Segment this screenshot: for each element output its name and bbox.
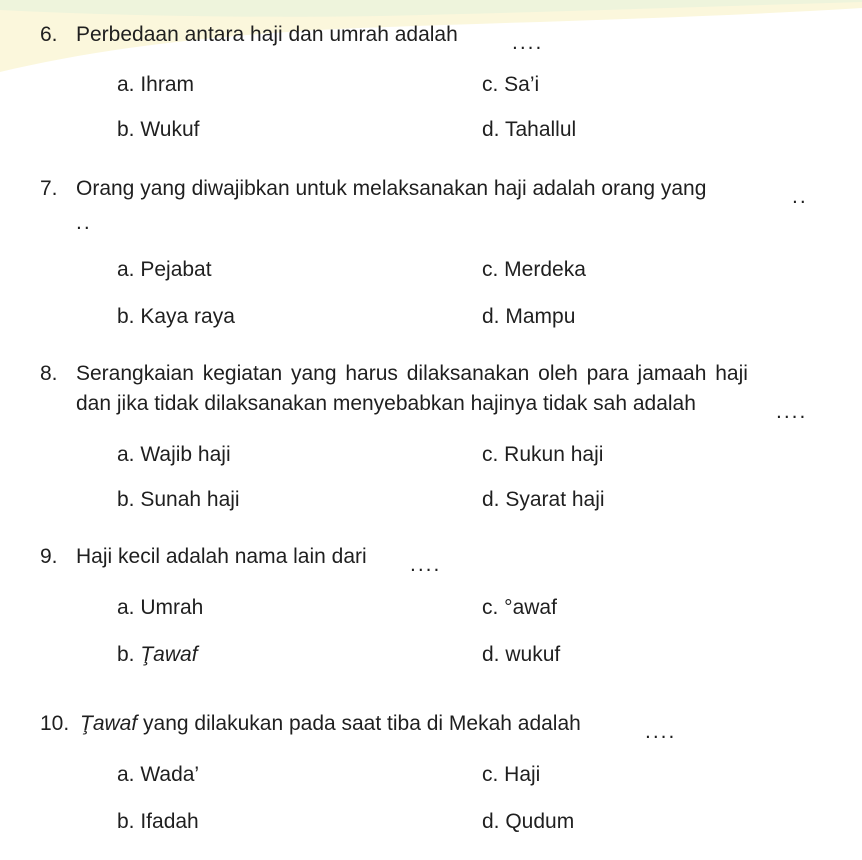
- option-c[interactable]: c. °awaf: [482, 596, 557, 619]
- option-a[interactable]: a. Umrah: [117, 596, 204, 619]
- option-a[interactable]: a. Wada’: [117, 763, 200, 786]
- option-d[interactable]: d. Tahallul: [482, 118, 577, 141]
- answer-blank: ....: [776, 400, 808, 423]
- question-text-line-1: Serangkaian kegiatan yang harus dilaksanakan oleh para jamaah haji: [76, 362, 748, 385]
- option-a[interactable]: a. Ihram: [117, 73, 195, 96]
- option-b-italic-text: Ţawaf: [140, 643, 198, 666]
- question-text: Perbedaan antara haji dan umrah adalah: [76, 23, 458, 46]
- option-c[interactable]: c. Haji: [482, 763, 541, 786]
- option-b[interactable]: b. Sunah haji: [117, 488, 240, 511]
- question-number: 7.: [40, 177, 58, 200]
- question-text-line-2: dan jika tidak dilaksanakan menyebabkan hajinya tidak sah adalah: [76, 392, 696, 415]
- option-c[interactable]: c. Rukun haji: [482, 443, 604, 466]
- answer-blank: ....: [410, 553, 442, 576]
- answer-blank: ....: [645, 720, 677, 743]
- question-text: Haji kecil adalah nama lain dari: [76, 545, 367, 568]
- answer-blank-continued: ..: [76, 211, 92, 234]
- option-a[interactable]: a. Wajib haji: [117, 443, 231, 466]
- question-number: 6.: [40, 23, 58, 46]
- question-text-body: yang dilakukan pada saat tiba di Mekah adalah: [137, 712, 581, 735]
- option-a[interactable]: a. Pejabat: [117, 258, 212, 281]
- option-b[interactable]: b. Kaya raya: [117, 305, 235, 328]
- question-text: Orang yang diwajibkan untuk melaksanakan haji adalah orang yang: [76, 177, 707, 200]
- answer-blank: ....: [512, 31, 544, 54]
- question-number: 9.: [40, 545, 58, 568]
- option-b-prefix: b.: [117, 643, 141, 666]
- option-d[interactable]: d. Mampu: [482, 305, 576, 328]
- answer-blank: ..: [792, 185, 808, 208]
- question-number: 8.: [40, 362, 58, 385]
- question-text: [80, 711, 581, 737]
- option-b[interactable]: b. Wukuf: [117, 118, 200, 141]
- option-d[interactable]: d. Syarat haji: [482, 488, 605, 511]
- option-b[interactable]: b. Ifadah: [117, 810, 199, 833]
- option-d[interactable]: d. wukuf: [482, 643, 561, 666]
- option-b[interactable]: [117, 642, 198, 668]
- option-d[interactable]: d. Qudum: [482, 810, 575, 833]
- question-number: 10.: [40, 712, 70, 735]
- option-c[interactable]: c. Merdeka: [482, 258, 586, 281]
- option-c[interactable]: c. Sa’i: [482, 73, 540, 96]
- question-text-italic: Ţawaf: [80, 712, 138, 735]
